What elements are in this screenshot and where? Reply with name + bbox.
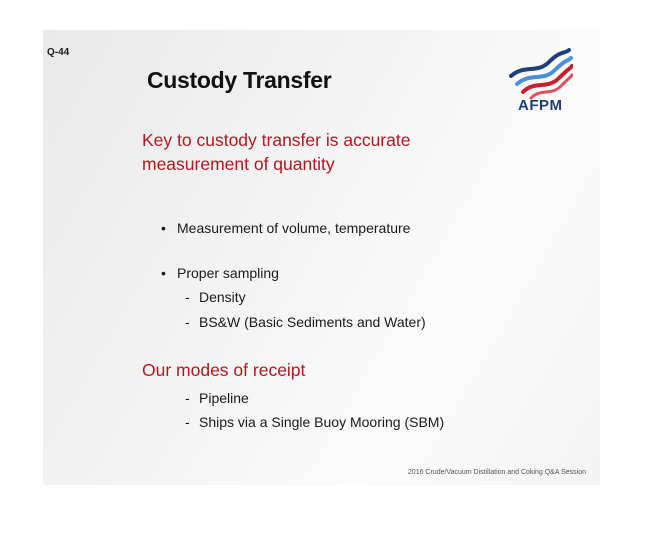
bullet-item [161, 220, 410, 236]
sub-item-text: BS&W (Basic Sediments and Water) [199, 314, 426, 330]
sub-item-text: Pipeline [199, 390, 249, 406]
dash-glyph: - [185, 289, 190, 305]
sub-item-text: Density [199, 289, 246, 305]
sub-item [185, 390, 249, 406]
dash-glyph: - [185, 314, 190, 330]
logo-text: AFPM [518, 97, 563, 114]
bullet-dot: • [161, 220, 166, 236]
dash-glyph: - [185, 414, 190, 430]
dash-glyph: - [185, 390, 190, 406]
bullet-text: Measurement of volume, temperature [177, 220, 411, 236]
slide [43, 30, 600, 485]
sub-item [185, 314, 426, 330]
slide-title: Custody Transfer [147, 67, 332, 93]
sub-item-text: Ships via a Single Buoy Mooring (SBM) [199, 414, 445, 430]
sub-item [185, 289, 246, 305]
bullet-dot: • [161, 265, 166, 281]
bullet-item [161, 265, 279, 281]
slide-footer: 2016 Crude/Vacuum Distillation and Coking Q&A Session [407, 469, 586, 476]
modes-heading: Our modes of receipt [142, 360, 306, 380]
sub-item [185, 414, 444, 430]
bullet-text: Proper sampling [177, 265, 279, 281]
question-number: Q-44 [47, 47, 70, 58]
key-statement: Key to custody transfer is accurate measurement of quantity [142, 130, 411, 174]
